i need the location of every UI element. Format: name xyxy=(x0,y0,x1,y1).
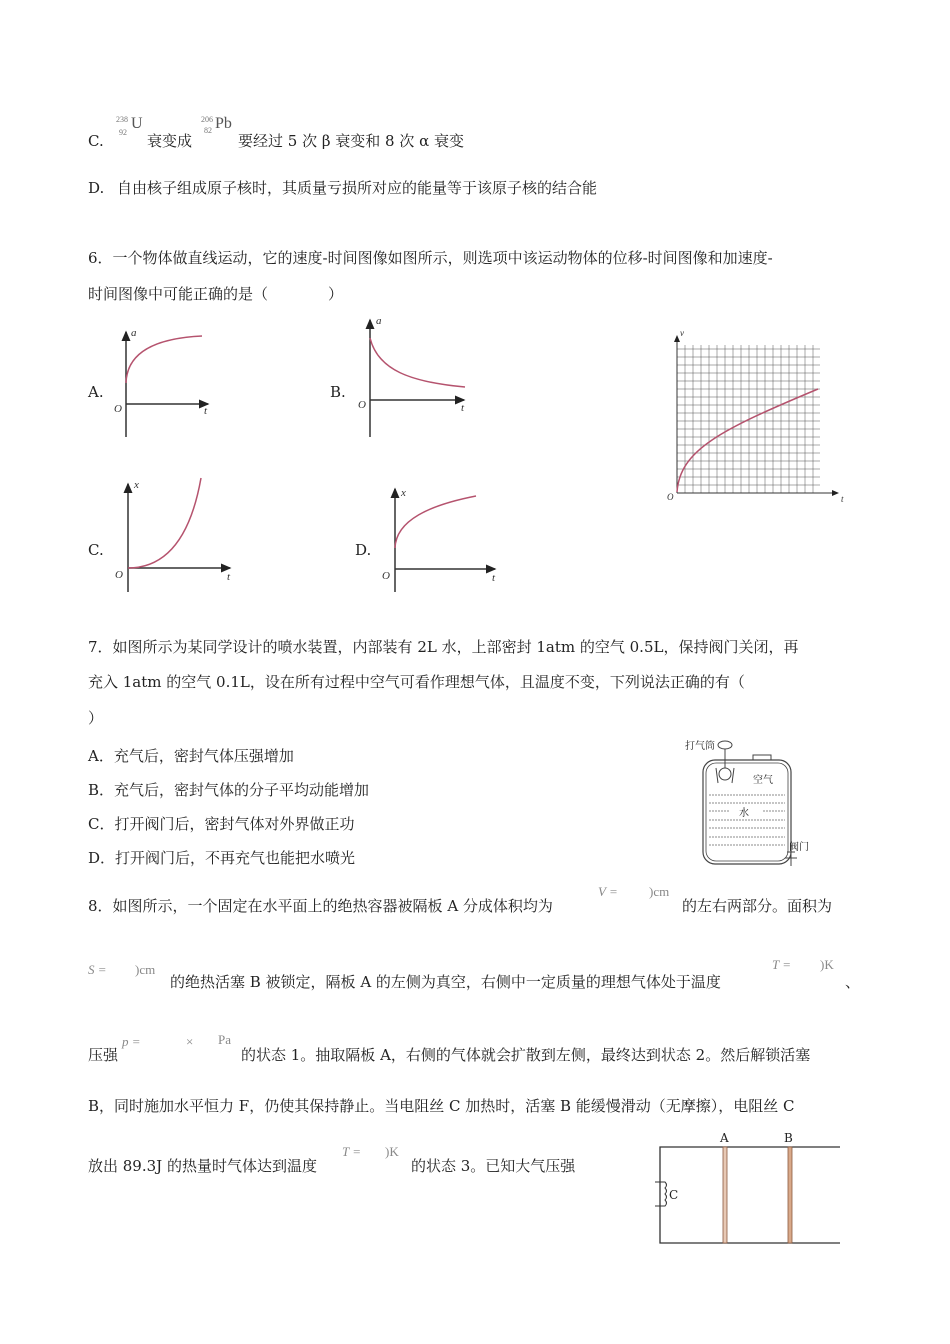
graph-a-origin: O xyxy=(114,403,122,415)
q6-option-c-label: C. xyxy=(88,541,104,559)
sprayer-figure xyxy=(685,738,815,868)
graph-c-xaxis: t xyxy=(227,571,231,583)
graph-c-origin: O xyxy=(115,569,123,581)
q8-line4: B，同时施加水平恒力 F，仍使其保持静止。当电阻丝 C 加热时，活塞 B 能缓慢滑动（无摩擦），电阻丝 C xyxy=(88,1097,795,1115)
u-mass-number: 238 xyxy=(116,115,128,124)
formula-t1: T = xyxy=(772,957,792,972)
q7-stem-line1: 7．如图所示为某同学设计的喷水装置，内部装有 2L 水，上部密封 1atm 的空气 0.5L，保持阀门关闭，再 xyxy=(88,638,799,656)
q6-option-d-label: D. xyxy=(355,541,372,559)
container-figure xyxy=(650,1125,850,1250)
q5-c-text2: 要经过 5 次 β 衰变和 8 次 α 衰变 xyxy=(238,132,465,150)
graph-d xyxy=(395,489,495,592)
q8-line2b: 、 xyxy=(845,973,861,991)
water-label: 水 xyxy=(739,808,749,819)
graph-b-yaxis: a xyxy=(376,315,382,327)
graph-d-curve xyxy=(395,496,476,548)
graph-d-xaxis: t xyxy=(492,572,496,584)
graph-b-xaxis: t xyxy=(461,402,465,414)
q6-stem-line1: 6．一个物体做直线运动，它的速度-时间图像如图所示，则选项中该运动物体的位移-时间图像和加速度- xyxy=(88,249,773,267)
graph-c-yaxis: x xyxy=(134,479,139,491)
q5-option-d-text: 自由核子组成原子核时，其质量亏损所对应的能量等于该原子核的结合能 xyxy=(117,179,598,197)
graph-a-xaxis: t xyxy=(204,405,208,417)
q6-stem-line2: 时间图像中可能正确的是（ ） xyxy=(88,285,344,303)
formula-p: p = xyxy=(122,1034,141,1049)
q7-stem-line2: 充入 1atm 的空气 0.1L，设在所有过程中空气可看作理想气体，且温度不变，下列说法正确的有（ xyxy=(88,673,745,691)
q5-option-c-label: C. xyxy=(88,132,104,150)
air-label: 空气 xyxy=(753,775,773,786)
partition-a xyxy=(723,1147,727,1243)
q8-line5a: 放出 89.3J 的热量时气体达到温度 xyxy=(88,1157,317,1175)
graph-a-curve xyxy=(126,336,202,383)
graph-a xyxy=(126,332,208,437)
vt-yaxis: v xyxy=(680,328,684,338)
graph-b xyxy=(370,320,465,437)
q8-line1a: 8．如图所示，一个固定在水平面上的绝热容器被隔板 A 分成体积均为 xyxy=(88,897,553,915)
graph-d-origin: O xyxy=(382,570,390,582)
pump-label: 打气筒 xyxy=(685,741,715,752)
graph-b-curve xyxy=(370,338,465,387)
formula-v: V = xyxy=(598,884,618,899)
graph-a-yaxis: a xyxy=(131,327,137,339)
q8-line3b: 的状态 1。抽取隔板 A，右侧的气体就会扩散到左侧，最终达到状态 2。然后解锁活塞 xyxy=(241,1046,811,1064)
piston-b xyxy=(788,1147,792,1243)
pb-atomic-number: 82 xyxy=(204,126,212,135)
q7-option-b: B．充气后，密封气体的分子平均动能增加 xyxy=(88,781,370,799)
label-a: A xyxy=(720,1131,729,1145)
formula-t3-unit: )K xyxy=(385,1144,399,1159)
pb-mass-number: 206 xyxy=(201,115,213,124)
vt-origin: O xyxy=(667,492,674,502)
formula-v-unit: )cm xyxy=(649,884,670,899)
q8-line2a: 的绝热活塞 B 被锁定，隔板 A 的左侧为真空，右侧中一定质量的理想气体处于温度 xyxy=(170,973,721,991)
q7-option-c: C．打开阀门后，密封气体对外界做正功 xyxy=(88,815,355,833)
u-atomic-number: 92 xyxy=(119,128,127,137)
graph-b-origin: O xyxy=(358,399,366,411)
graph-c xyxy=(128,478,230,592)
formula-s: S = xyxy=(88,962,107,977)
formula-s-unit: )cm xyxy=(135,962,156,977)
q8-line3a: 压强 xyxy=(88,1046,119,1064)
q6-option-a-label: A. xyxy=(88,383,104,401)
formula-pa: Pa xyxy=(218,1032,231,1047)
pb-symbol: Pb xyxy=(215,115,232,132)
vt-graph xyxy=(677,336,838,493)
q7-option-d: D．打开阀门后，不再充气也能把水喷光 xyxy=(88,849,356,867)
label-c: C xyxy=(669,1188,679,1202)
q8-line5b: 的状态 3。已知大气压强 xyxy=(411,1157,576,1175)
valve-label: 阀门 xyxy=(789,842,809,853)
q6-option-b-label: B. xyxy=(330,383,346,401)
q5-option-d-label: D. xyxy=(88,179,105,197)
graph-c-curve xyxy=(128,478,201,568)
q5-c-text1: 衰变成 xyxy=(147,132,193,150)
label-b: B xyxy=(784,1131,793,1145)
formula-t3: T = xyxy=(342,1144,362,1159)
q7-stem-line3: ） xyxy=(88,709,104,727)
u-symbol: U xyxy=(131,115,143,132)
q7-option-a: A．充气后，密封气体压强增加 xyxy=(88,747,294,765)
q8-line1b: 的左右两部分。面积为 xyxy=(682,897,833,915)
vt-xaxis: t xyxy=(841,494,844,504)
graph-d-yaxis: x xyxy=(401,487,406,499)
formula-t1-unit: )K xyxy=(820,957,834,972)
formula-times: × xyxy=(186,1034,194,1049)
